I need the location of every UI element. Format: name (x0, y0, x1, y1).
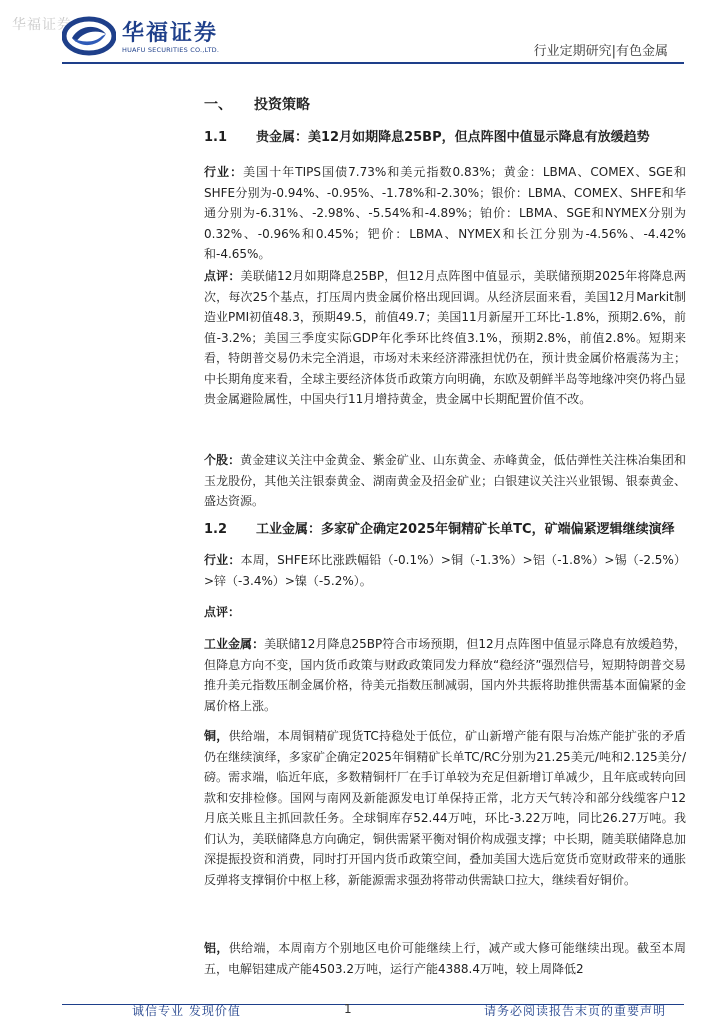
company-logo (62, 14, 242, 60)
logo-chinese-name: 华福证券 (122, 21, 219, 46)
paragraph-text: 供给端，本周铜精矿现货TC持稳处于低位，矿山新增产能有限与冶炼产能扩张的矛盾仍在继续演绎，多家矿企确定2025年铜精矿长单TC/RC分别为21.25美元/吨和2.125美分/磅。需求端，临近年底，多数精铜杆厂在手订单较为充足但新增订单减少，且年底或转向回款和安排检修。国网与南网及新能源发电订单保持正常，北方天气转冷和部分线缆客户12月底关账且主抓回款任务。全球铜库存52.44万吨，环比-3.22万吨，同比26.27万吨。我们认为，美联储降息方向确定，铜供需紧平衡对铜价构成强支撑；中长期，随美联储降息加深提振投资和消费，同时打开国内货币政策空间，叠加美国大选后宽货币宽财政带来的通胀反弹将支撑铜价中枢上移，新能源需求强劲将带动供需缺口拉大，继续看好铜价。 (204, 729, 686, 887)
footer-slogan: 诚信专业 发现价值 (132, 1004, 241, 1018)
logo-english-name: HUAFU SECURITIES CO.,LTD. (122, 46, 220, 54)
paragraph-lead: 行业： (204, 165, 244, 179)
subsection-heading-precious-metals (204, 126, 650, 145)
subsection-number: 1.2 (204, 522, 228, 537)
paragraph-lead: 铜， (204, 729, 229, 743)
logo-swirl-icon (62, 16, 116, 56)
section-number: 一、 (204, 97, 232, 113)
paragraph-aluminum (204, 938, 686, 979)
paragraph-lead: 铝， (204, 941, 229, 955)
subsection-number: 1.1 (204, 130, 228, 145)
footer-disclaimer: 请务必阅读报告末页的重要声明 (483, 1004, 666, 1018)
header-divider (62, 62, 684, 64)
paragraph-text: 黄金建议关注中金黄金、紫金矿业、山东黄金、赤峰黄金，低估弹性关注株冶集团和玉龙股份，其他关注银泰黄金、湖南黄金及招金矿业；白银建议关注兴业银锡、银泰黄金、盛达资源。 (204, 453, 686, 508)
paragraph-lead: 行业： (204, 553, 241, 567)
paragraph-comment-heading (204, 602, 686, 623)
paragraph-lead: 工业金属： (204, 637, 265, 651)
subsection-title: 工业金属：多家矿企确定2025年铜精矿长单TC，矿端偏紧逻辑继续演绎 (256, 522, 675, 537)
paragraph-precious-comment (204, 266, 686, 410)
watermark: 华福证券 (12, 17, 72, 33)
paragraph-lead: 点评： (204, 605, 241, 619)
section-heading-investment-strategy (204, 94, 310, 114)
page-number: 1 (344, 1002, 352, 1016)
paragraph-lead: 个股： (204, 453, 241, 467)
paragraph-text: 本周，SHFE环比涨跌幅铅（-0.1%）>铜（-1.3%）>铝（-1.8%）>锡（-2.5%）>锌（-3.4%）>镍（-5.2%）。 (204, 553, 686, 588)
paragraph-text: 美联储12月如期降息25BP，但12月点阵图中值显示，美联储预期2025年将降息两次，每次25个基点，打压周内贵金属价格出现回调。从经济层面来看，美国12月Markit制造业PMI初值48.3，预期49.5，前值49.7；美国11月新屋开工环比-1.8%，预期2.6%，前值-3.2%；美国三季度实际GDP年化季环比终值3.1%，预期2.8%，前值2.8%。短期来看，特朗普交易仍未完全消退，市场对未来经济滞涨担忧仍在，预计贵金属价格震荡为主；中长期角度来看，全球主要经济体货币政策方向明确，东欧及朝鲜半岛等地缘冲突仍将凸显贵金属避险属性，中国央行11月增持黄金，贵金属中长期配置价值不改。 (204, 269, 686, 406)
paragraph-text: 美国十年TIPS国债7.73%和美元指数0.83%；黄金：LBMA、COMEX、SGE和SHFE分别为-0.94%、-0.95%、-1.78%和-2.30%；银价：LBMA、COMEX、SHFE和华通分别为-6.31%、-2.98%、-5.54%和-4.89%；铂价：LBMA、SGE和NYMEX分别为0.32%、-0.96%和0.45%；钯价：LBMA、NYMEX和长江分别为-4.56%、-4.42%和-4.65%。 (204, 165, 686, 261)
paragraph-copper (204, 726, 686, 890)
paragraph-text: 美联储12月降息25BP符合市场预期，但12月点阵图中值显示降息有放缓趋势，但降息方向不变，国内货币政策与财政政策同发力释放“稳经济”强烈信号，短期特朗普交易推升美元指数压制金属价格，待美元指数压制减弱，国内外共振将助推供需基本面偏紧的金属价格上涨。 (204, 637, 686, 713)
paragraph-industrial-metals (204, 634, 686, 716)
paragraph-precious-industry (204, 162, 686, 265)
paragraph-industrial-industry (204, 550, 686, 591)
paragraph-lead: 点评： (204, 269, 241, 283)
report-category: 行业定期研究|有色金属 (533, 44, 668, 59)
subsection-title: 贵金属：美12月如期降息25BP，但点阵图中值显示降息有放缓趋势 (256, 130, 650, 145)
paragraph-precious-stocks (204, 450, 686, 512)
subsection-heading-industrial-metals (204, 518, 675, 537)
section-title: 投资策略 (254, 97, 310, 113)
paragraph-text: 供给端，本周南方个别地区电价可能继续上行，减产或大修可能继续出现。截至本周五，电解铝建成产能4503.2万吨，运行产能4388.4万吨，较上周降低2 (204, 941, 686, 976)
